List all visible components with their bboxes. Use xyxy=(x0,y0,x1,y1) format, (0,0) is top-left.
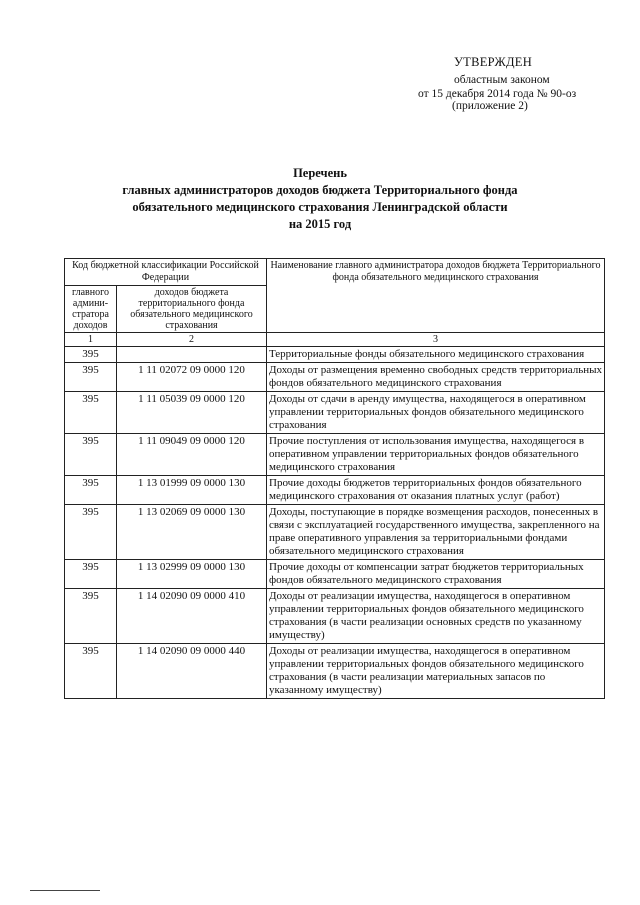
income-code: 1 11 02072 09 0000 120 xyxy=(117,363,267,392)
header-name-column: Наименование главного администратора доходов бюджета Территориального фонда обязательного медицинского страхования xyxy=(267,259,605,333)
income-code xyxy=(117,347,267,363)
approval-law: областным законом xyxy=(454,74,550,86)
income-name: Территориальные фонды обязательного медицинского страхования xyxy=(267,347,605,363)
income-code: 1 14 02090 09 0000 440 xyxy=(117,644,267,699)
income-code: 1 13 02999 09 0000 130 xyxy=(117,560,267,589)
admin-code: 395 xyxy=(65,644,117,699)
admin-code: 395 xyxy=(65,363,117,392)
table-row xyxy=(65,434,605,476)
title-line-4: на 2015 год xyxy=(288,217,352,231)
admin-code: 395 xyxy=(65,589,117,644)
income-name: Прочие доходы от компенсации затрат бюджетов территориальных фондов обязательного медицинского страхования xyxy=(267,560,605,589)
title-line-1: Перечень xyxy=(293,166,347,180)
income-name: Доходы от реализации имущества, находящегося в оперативном управлении территориальных фондов обязательного медицинского страхования (в части реализации материальных запасов по указанному имуществу) xyxy=(267,644,605,699)
income-code: 1 13 01999 09 0000 130 xyxy=(117,476,267,505)
income-code: 1 11 05039 09 0000 120 xyxy=(117,392,267,434)
approval-date: от 15 декабря 2014 года № 90-оз xyxy=(418,88,577,100)
table-row xyxy=(65,392,605,434)
income-name: Доходы от реализации имущества, находящегося в оперативном управлении территориальных фондов обязательного медицинского страхования (в части реализации основных средств по указанному имуществу) xyxy=(267,589,605,644)
header-classification: Код бюджетной классификации Российской Федерации xyxy=(65,259,267,286)
document-title xyxy=(80,165,560,233)
title-line-3: обязательного медицинского страхования Ленинградской области xyxy=(132,200,508,214)
column-number-3: 3 xyxy=(267,333,605,347)
table-row xyxy=(65,505,605,560)
footer-divider xyxy=(30,890,100,891)
admin-code: 395 xyxy=(65,476,117,505)
admin-code: 395 xyxy=(65,505,117,560)
income-name: Доходы от сдачи в аренду имущества, находящегося в оперативном управлении территориальных фондов обязательного медицинского страхования xyxy=(267,392,605,434)
table-row xyxy=(65,644,605,699)
admin-code: 395 xyxy=(65,560,117,589)
title-line-2: главных администраторов доходов бюджета Территориального фонда xyxy=(122,183,518,197)
column-number-row xyxy=(65,333,605,347)
column-number-2: 2 xyxy=(117,333,267,347)
income-name: Прочие доходы бюджетов территориальных фондов обязательного медицинского страхования от оказания платных услуг (работ) xyxy=(267,476,605,505)
approval-stamp xyxy=(418,55,618,112)
approval-appendix: (приложение 2) xyxy=(452,100,528,112)
admin-code: 395 xyxy=(65,347,117,363)
table-row xyxy=(65,560,605,589)
income-name: Прочие поступления от использования имущества, находящегося в оперативном управлении территориальных фондов обязательного медицинского страхования xyxy=(267,434,605,476)
income-code: 1 13 02069 09 0000 130 xyxy=(117,505,267,560)
table-row xyxy=(65,347,605,363)
table-row xyxy=(65,589,605,644)
approval-title: УТВЕРЖДЕН xyxy=(454,55,533,69)
header-admin-column: главного админи-стратора доходов xyxy=(65,286,117,333)
income-name: Доходы от размещения временно свободных средств территориальных фондов обязательного медицинского страхования xyxy=(267,363,605,392)
income-code: 1 11 09049 09 0000 120 xyxy=(117,434,267,476)
admin-code: 395 xyxy=(65,434,117,476)
administrators-table xyxy=(64,258,605,699)
income-code: 1 14 02090 09 0000 410 xyxy=(117,589,267,644)
header-income-column: доходов бюджета территориального фонда обязательного медицинского страхования xyxy=(117,286,267,333)
table-row xyxy=(65,363,605,392)
column-number-1: 1 xyxy=(65,333,117,347)
income-name: Доходы, поступающие в порядке возмещения расходов, понесенных в связи с эксплуатацией государственного имущества, закрепленного на праве оперативного управления за территориальными фондами обязательного медицинского страхования xyxy=(267,505,605,560)
table-row xyxy=(65,476,605,505)
admin-code: 395 xyxy=(65,392,117,434)
